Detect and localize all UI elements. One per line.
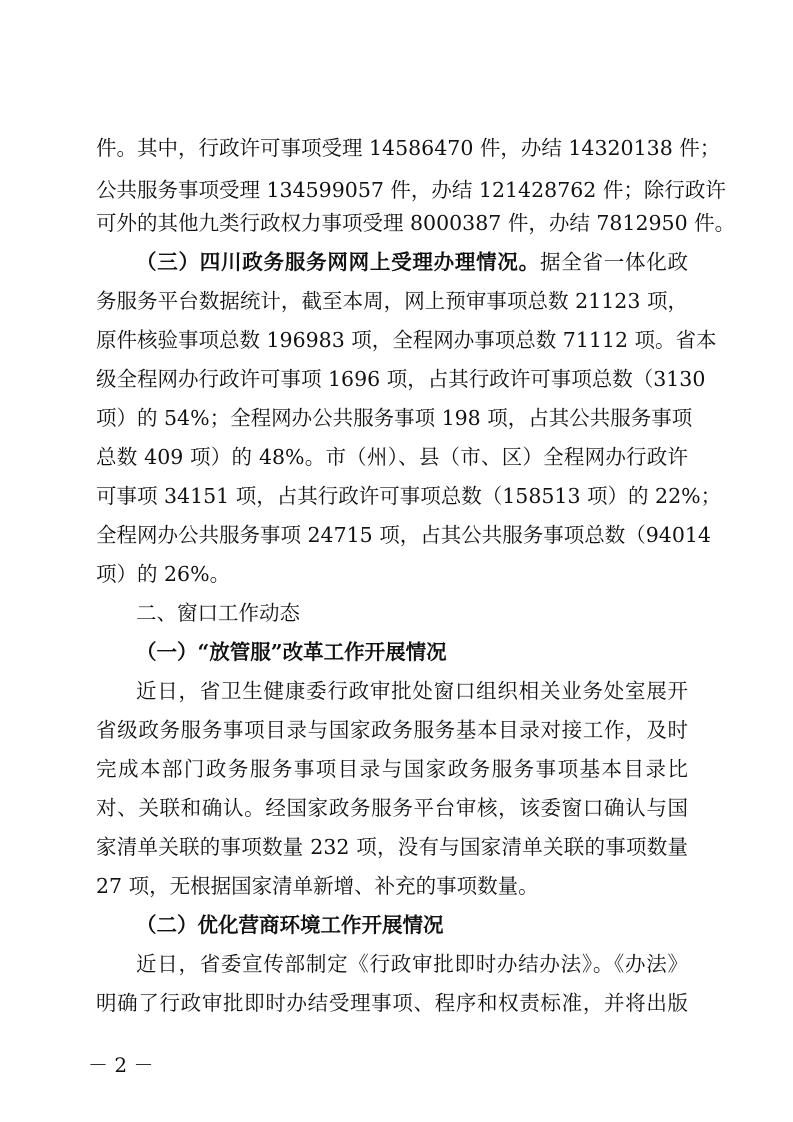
subsection-heading-business-environment: （二）优化营商环境工作开展情况	[136, 913, 444, 937]
paragraph-line: 明确了行政审批即时办结受理事项、程序和权责标准，并将出版	[96, 991, 688, 1015]
paragraph-line: 总数 409 项）的 48%。市（州）、县（市、区）全程网办行政许	[96, 445, 688, 469]
paragraph-line: 级全程网办行政许可事项 1696 项，占其行政许可事项总数（3130	[96, 367, 706, 391]
paragraph-line: 可外的其他九类行政权力事项受理 8000387 件，办结 7812950 件。	[96, 211, 736, 235]
section-3-text: 据全省一体化政	[539, 250, 689, 274]
paragraph-line: 全程网办公共服务事项 24715 项，占其公共服务事项总数（94014	[96, 523, 711, 547]
paragraph-line: 27 项，无根据国家清单新增、补充的事项数量。	[96, 874, 539, 898]
paragraph-line: 对、关联和确认。经国家政务服务平台审核，该委窗口确认与国	[96, 796, 688, 820]
page-number: － 2 －	[88, 1053, 154, 1077]
paragraph-line: 项）的 54%；全程网办公共服务事项 198 项，占其公共服务事项	[96, 406, 693, 430]
paragraph-line: 原件核验事项总数 196983 项，全程网办事项总数 71112 项。省本	[96, 328, 717, 352]
subsection-heading-reform: （一）“放管服”改革工作开展情况	[136, 640, 447, 664]
paragraph-line: 家清单关联的事项数量 232 项，没有与国家清单关联的事项数量	[96, 835, 688, 859]
paragraph-line: 公共服务事项受理 134599057 件，办结 121428762 件；除行政许	[96, 178, 726, 202]
paragraph-line: 近日，省委宣传部制定《行政审批即时办结办法》。《办法》	[136, 952, 688, 976]
paragraph-line: 可事项 34151 项，占其行政许可事项总数（158513 项）的 22%；	[96, 484, 722, 508]
paragraph-line: 务服务平台数据统计，截至本周，网上预审事项总数 21123 项，	[96, 289, 688, 313]
section-3-heading: （三）四川政务服务网网上受理办理情况。	[136, 250, 540, 274]
section-3-first-line	[136, 248, 688, 276]
paragraph-line: 省级政务服务事项目录与国家政务服务基本目录对接工作，及时	[96, 718, 688, 742]
paragraph-line: 件。其中，行政许可事项受理 14586470 件，办结 14320138 件；	[96, 136, 721, 160]
paragraph-line: 项）的 26%。	[96, 562, 231, 586]
section-heading-window-work: 二、窗口工作动态	[136, 601, 300, 625]
paragraph-line: 近日，省卫生健康委行政审批处窗口组织相关业务处室展开	[136, 679, 688, 703]
paragraph-line: 完成本部门政务服务事项目录与国家政务服务事项基本目录比	[96, 757, 688, 781]
